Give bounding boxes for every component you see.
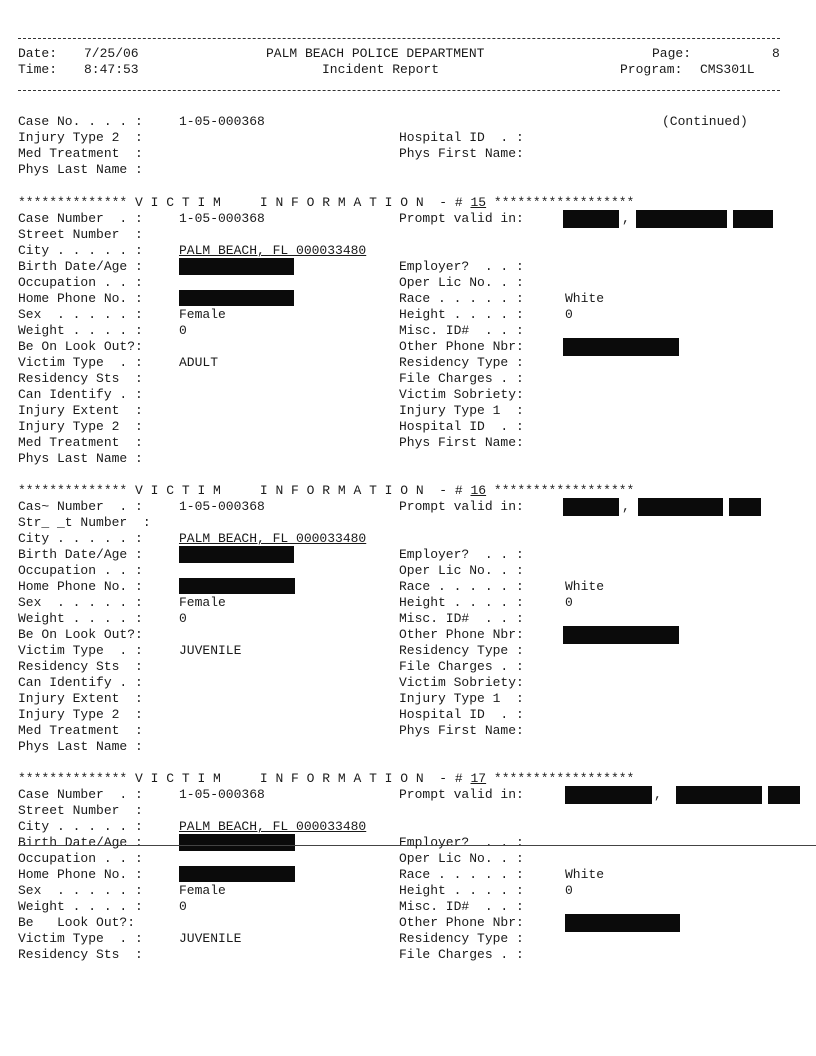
victim-banner: ************** V I C T I M I N F O R M A T I O N - # 16 ****************** bbox=[18, 483, 635, 498]
header-top-divider bbox=[18, 38, 780, 39]
prompt-valid-label: Prompt valid in: bbox=[399, 211, 524, 226]
prompt-valid-label: Prompt valid in: bbox=[399, 499, 524, 514]
victim-type-value: ADULT bbox=[179, 355, 219, 370]
department-name: PALM BEACH POLICE DEPARTMENT bbox=[266, 46, 485, 61]
redaction-bar bbox=[179, 578, 295, 594]
misc-id-label: Misc. ID# . . : bbox=[399, 899, 524, 914]
height-value: 0 bbox=[565, 307, 573, 322]
prompt-valid-label: Prompt valid in: bbox=[399, 787, 524, 802]
occupation-label: Occupation . . : bbox=[18, 563, 143, 578]
redaction-bar bbox=[179, 546, 294, 563]
med-treatment-label: Med Treatment : bbox=[18, 146, 143, 161]
birth-date-label: Birth Date/Age : bbox=[18, 835, 143, 850]
home-phone-label: Home Phone No. : bbox=[18, 291, 143, 306]
sex-value: Female bbox=[179, 595, 226, 610]
can-identify-label: Can Identify . : bbox=[18, 675, 143, 690]
date-value: 7/25/06 bbox=[84, 46, 139, 61]
weight-label: Weight . . . . : bbox=[18, 611, 143, 626]
oper-lic-label: Oper Lic No. . : bbox=[399, 851, 524, 866]
other-phone-label: Other Phone Nbr: bbox=[399, 339, 524, 354]
street-number-label: Street Number : bbox=[18, 227, 143, 242]
employer-label: Employer? . . : bbox=[399, 259, 524, 274]
misc-id-label: Misc. ID# . . : bbox=[399, 611, 524, 626]
phys-first-name-label: Phys First Name: bbox=[399, 723, 524, 738]
misc-id-label: Misc. ID# . . : bbox=[399, 323, 524, 338]
weight-label: Weight . . . . : bbox=[18, 899, 143, 914]
redaction-bar bbox=[179, 866, 295, 882]
redaction-bar bbox=[638, 498, 723, 516]
sex-value: Female bbox=[179, 883, 226, 898]
program-value: CMS301L bbox=[700, 62, 755, 77]
victim-type-label: Victim Type . : bbox=[18, 355, 143, 370]
victim-type-value: JUVENILE bbox=[179, 643, 242, 658]
med-treatment-label: Med Treatment : bbox=[18, 435, 143, 450]
city-value: PALM BEACH, FL 000033480 bbox=[179, 819, 367, 834]
other-phone-label: Other Phone Nbr: bbox=[399, 915, 524, 930]
comma: , bbox=[622, 499, 630, 514]
race-label: Race . . . . . : bbox=[399, 867, 524, 882]
redaction-bar bbox=[565, 914, 680, 932]
sex-value: Female bbox=[179, 307, 226, 322]
height-label: Height . . . . : bbox=[399, 595, 524, 610]
redaction-bar bbox=[733, 210, 773, 228]
file-charges-label: File Charges . : bbox=[399, 659, 524, 674]
oper-lic-label: Oper Lic No. . : bbox=[399, 275, 524, 290]
case-number-label: Cas~ Number . : bbox=[18, 499, 143, 514]
street-number-label: Street Number : bbox=[18, 803, 143, 818]
city-value: PALM BEACH, FL 000033480 bbox=[179, 531, 367, 546]
weight-label: Weight . . . . : bbox=[18, 323, 143, 338]
header-bottom-divider bbox=[18, 90, 780, 91]
victim-type-label: Victim Type . : bbox=[18, 931, 143, 946]
time-label: Time: bbox=[18, 62, 58, 77]
residency-sts-label: Residency Sts : bbox=[18, 371, 143, 386]
injury-extent-label: Injury Extent : bbox=[18, 691, 143, 706]
case-no-value: 1-05-000368 bbox=[179, 114, 265, 129]
race-label: Race . . . . . : bbox=[399, 291, 524, 306]
comma: , bbox=[654, 787, 662, 802]
injury-type2-label: Injury Type 2 : bbox=[18, 419, 143, 434]
redaction-bar bbox=[563, 338, 679, 356]
race-value: White bbox=[565, 579, 605, 594]
redaction-bar bbox=[768, 786, 800, 804]
hospital-id-label: Hospital ID . : bbox=[399, 130, 524, 145]
phys-first-name-label: Phys First Name: bbox=[399, 435, 524, 450]
other-phone-label: Other Phone Nbr: bbox=[399, 627, 524, 642]
time-value: 8:47:53 bbox=[84, 62, 139, 77]
injury-type2-label: Injury Type 2 : bbox=[18, 707, 143, 722]
home-phone-label: Home Phone No. : bbox=[18, 867, 143, 882]
redaction-bar bbox=[179, 834, 295, 851]
redaction-bar bbox=[563, 210, 619, 228]
height-value: 0 bbox=[565, 883, 573, 898]
bolo-label: Be Look Out?: bbox=[18, 915, 136, 930]
phys-last-name-label: Phys Last Name : bbox=[18, 451, 143, 466]
comma: , bbox=[622, 211, 630, 226]
residency-sts-label: Residency Sts : bbox=[18, 659, 143, 674]
case-number-label: Case Number . : bbox=[18, 787, 143, 802]
bolo-label: Be On Look Out?: bbox=[18, 339, 143, 354]
case-number-value: 1-05-000368 bbox=[179, 787, 265, 802]
oper-lic-label: Oper Lic No. . : bbox=[399, 563, 524, 578]
residency-type-label: Residency Type : bbox=[399, 643, 524, 658]
city-label: City . . . . . : bbox=[18, 531, 143, 546]
redaction-bar bbox=[179, 290, 294, 306]
sex-label: Sex . . . . . : bbox=[18, 595, 143, 610]
case-no-label: Case No. . . . : bbox=[18, 114, 143, 129]
victim-banner: ************** V I C T I M I N F O R M A T I O N - # 17 ****************** bbox=[18, 771, 635, 786]
race-value: White bbox=[565, 867, 605, 882]
redaction-bar bbox=[563, 626, 679, 644]
city-label: City . . . . . : bbox=[18, 819, 143, 834]
height-label: Height . . . . : bbox=[399, 307, 524, 322]
residency-type-label: Residency Type : bbox=[399, 355, 524, 370]
page-label: Page: bbox=[652, 46, 692, 61]
city-label: City . . . . . : bbox=[18, 243, 143, 258]
redaction-bar bbox=[565, 786, 652, 804]
injury-type1-label: Injury Type 1 : bbox=[399, 691, 524, 706]
height-label: Height . . . . : bbox=[399, 883, 524, 898]
injury-type1-label: Injury Type 1 : bbox=[399, 403, 524, 418]
continued-text: (Continued) bbox=[662, 114, 748, 129]
case-number-label: Case Number . : bbox=[18, 211, 143, 226]
victim-type-label: Victim Type . : bbox=[18, 643, 143, 658]
race-value: White bbox=[565, 291, 605, 306]
date-label: Date: bbox=[18, 46, 58, 61]
redaction-bar bbox=[636, 210, 727, 228]
phys-first-name-label: Phys First Name: bbox=[399, 146, 524, 161]
injury-type2-label: Injury Type 2 : bbox=[18, 130, 143, 145]
bolo-label: Be On Look Out?: bbox=[18, 627, 143, 642]
med-treatment-label: Med Treatment : bbox=[18, 723, 143, 738]
race-label: Race . . . . . : bbox=[399, 579, 524, 594]
file-charges-label: File Charges . : bbox=[399, 947, 524, 962]
case-number-value: 1-05-000368 bbox=[179, 499, 265, 514]
case-number-value: 1-05-000368 bbox=[179, 211, 265, 226]
home-phone-label: Home Phone No. : bbox=[18, 579, 143, 594]
occupation-label: Occupation . . : bbox=[18, 275, 143, 290]
weight-value: 0 bbox=[179, 611, 187, 626]
program-label: Program: bbox=[620, 62, 683, 77]
can-identify-label: Can Identify . : bbox=[18, 387, 143, 402]
residency-type-label: Residency Type : bbox=[399, 931, 524, 946]
weight-value: 0 bbox=[179, 899, 187, 914]
height-value: 0 bbox=[565, 595, 573, 610]
street-number-label: Str_ _t Number : bbox=[18, 515, 151, 530]
page-number: 8 bbox=[772, 46, 780, 61]
victim-sobriety-label: Victim Sobriety: bbox=[399, 675, 524, 690]
weight-value: 0 bbox=[179, 323, 187, 338]
hospital-id-label: Hospital ID . : bbox=[399, 707, 524, 722]
birth-date-label: Birth Date/Age : bbox=[18, 547, 143, 562]
redaction-bar bbox=[563, 498, 619, 516]
victim-sobriety-label: Victim Sobriety: bbox=[399, 387, 524, 402]
victim-type-value: JUVENILE bbox=[179, 931, 242, 946]
redaction-bar bbox=[676, 786, 762, 804]
victim-banner: ************** V I C T I M I N F O R M A T I O N - # 15 ****************** bbox=[18, 195, 635, 210]
hospital-id-label: Hospital ID . : bbox=[399, 419, 524, 434]
employer-label: Employer? . . : bbox=[399, 547, 524, 562]
sex-label: Sex . . . . . : bbox=[18, 307, 143, 322]
employer-label: Employer? . . : bbox=[399, 835, 524, 850]
file-charges-label: File Charges . : bbox=[399, 371, 524, 386]
redaction-bar bbox=[179, 258, 294, 275]
report-title: Incident Report bbox=[322, 62, 440, 77]
occupation-label: Occupation . . : bbox=[18, 851, 143, 866]
sex-label: Sex . . . . . : bbox=[18, 883, 143, 898]
city-value: PALM BEACH, FL 000033480 bbox=[179, 243, 367, 258]
residency-sts-label: Residency Sts : bbox=[18, 947, 143, 962]
redaction-bar bbox=[729, 498, 761, 516]
scan-line bbox=[18, 845, 816, 846]
phys-last-name-label: Phys Last Name : bbox=[18, 162, 143, 177]
phys-last-name-label: Phys Last Name : bbox=[18, 739, 143, 754]
injury-extent-label: Injury Extent : bbox=[18, 403, 143, 418]
birth-date-label: Birth Date/Age : bbox=[18, 259, 143, 274]
